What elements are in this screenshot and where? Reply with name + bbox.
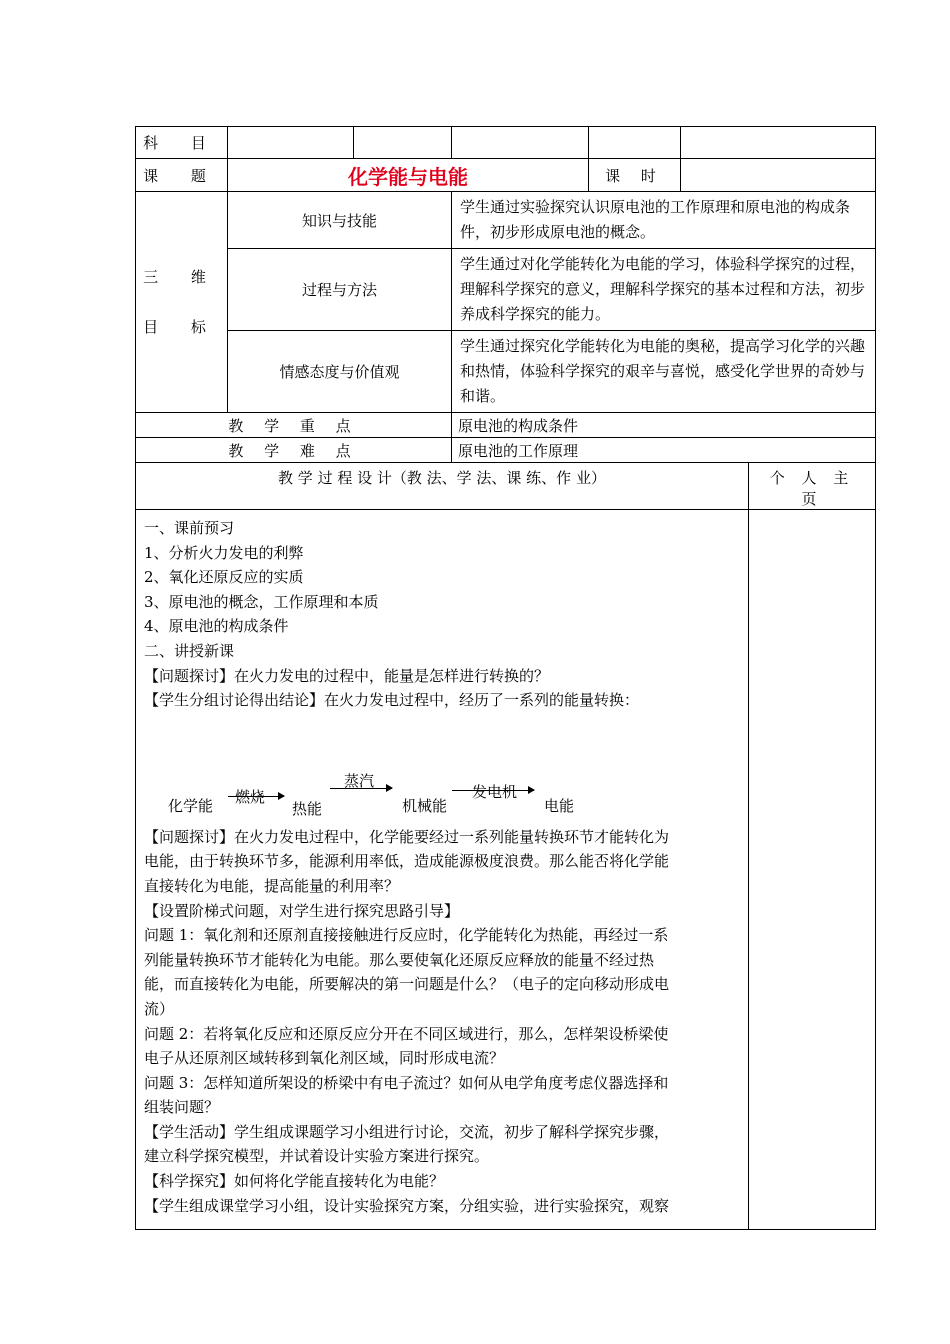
process-line: 【问题探讨】在火力发电过程中，化学能要经过一系列能量转换环节才能转化为 [144,827,670,846]
difficulty-label: 教 学 难 点 [136,438,452,463]
diagram-electric-energy: 电能 [544,796,575,815]
arrow-generator [452,790,534,791]
process-line: 1、分析火力发电的利弊 [144,543,304,562]
process-line: 直接转化为电能，提高能量的利用率？ [144,876,400,895]
process-line: 电子从还原剂区域转移到氧化剂区域，同时形成电流？ [144,1049,505,1068]
goal-text-3: 学生通过探究化学能转化为电能的奥秘，提高学习化学的兴趣和热情，体验科学探究的艰辛与喜悦，感受化学世界的奇妙与和谐。 [452,331,876,413]
process-body-row [136,510,876,1230]
personal-header: 个 人 主 页 [749,463,876,510]
process-lines-bottom [144,825,740,1219]
process-line: 二、讲授新课 [144,641,235,660]
key-point-row [136,413,876,438]
topic-label: 课 题 [136,159,228,192]
process-body [136,510,749,1230]
subject-value-5 [681,127,876,159]
energy-conversion-diagram [144,713,740,823]
goals-label-2: 目 标 [143,318,220,336]
goal-name-1: 知识与技能 [228,192,452,249]
goal-row-2 [136,249,876,331]
subject-value-1 [228,127,354,159]
key-point-text: 原电池的构成条件 [452,413,876,438]
arrow-steam [330,788,392,789]
process-line: 能，而直接转化为电能，所要解决的第一问题是什么？（电子的定向移动形成电 [144,975,670,994]
arrow-burn [228,796,284,797]
goal-name-3: 情感态度与价值观 [228,331,452,413]
goals-label-cell [136,192,228,413]
subject-label: 科 目 [136,127,228,159]
process-line: 一、课前预习 [144,519,235,537]
process-lines-top [144,516,740,713]
process-line: 【科学探究】如何将化学能直接转化为电能？ [144,1172,445,1191]
diagram-heat-energy: 热能 [292,799,323,818]
goal-text-2: 学生通过对化学能转化为电能的学习，体验科学探究的过程，理解科学探究的意义，理解科学探究的基本过程和方法，初步养成科学探究的能力。 [452,249,876,331]
process-header: 教 学 过 程 设 计（教 法、学 法、课 练、作 业） [136,463,749,510]
process-line: 流） [144,999,175,1018]
goal-name-2: 过程与方法 [228,249,452,331]
difficulty-text: 原电池的工作原理 [452,438,876,463]
subject-row [136,127,876,159]
process-line: 【学生组成课堂学习小组，设计实验探究方案，分组实验，进行实验探究，观察 [144,1196,670,1215]
key-point-label: 教 学 重 点 [136,413,452,438]
goal-row-1 [136,192,876,249]
process-line: 【学生活动】学生组成课题学习小组进行讨论，交流，初步了解科学探究步骤， [144,1122,670,1141]
process-line: 【问题探讨】在火力发电的过程中，能量是怎样进行转换的？ [144,666,550,685]
process-header-row [136,463,876,510]
period-value [681,159,876,192]
diagram-steam-label: 蒸汽 [344,771,375,790]
process-line: 3、原电池的概念，工作原理和本质 [144,592,379,611]
goal-row-3 [136,331,876,413]
subject-value-4 [589,127,681,159]
process-line: 组装问题？ [144,1098,220,1117]
diagram-burn-label: 燃烧 [235,787,266,806]
diagram-mechanical-energy: 机械能 [402,796,448,815]
process-line: 【设置阶梯式问题，对学生进行探究思路引导】 [144,901,460,920]
goals-label-1: 三 维 [143,268,220,286]
process-line: 【学生分组讨论得出结论】在火力发电过程中，经历了一系列的能量转换： [144,691,640,710]
diagram-generator-label: 发电机 [472,782,518,801]
process-line: 建立科学探究模型，并试着设计实验方案进行探究。 [144,1147,490,1166]
process-line: 问题 1：氧化剂和还原剂直接接触进行反应时，化学能转化为热能，再经过一系 [144,926,669,945]
subject-value-2 [354,127,452,159]
period-label: 课 时 [589,159,681,192]
goal-text-1: 学生通过实验探究认识原电池的工作原理和原电池的构成条件，初步形成原电池的概念。 [452,192,876,249]
personal-notes-cell [749,510,876,1230]
process-line: 问题 3：怎样知道所架设的桥梁中有电子流过？如何从电学角度考虑仪器选择和 [144,1073,669,1092]
diagram-chemical-energy: 化学能 [168,796,214,815]
topic-title: 化学能与电能 [228,159,589,192]
lesson-plan-table [135,126,876,1230]
topic-row [136,159,876,192]
process-line: 问题 2：若将氧化反应和还原反应分开在不同区域进行，那么，怎样架设桥梁使 [144,1024,669,1043]
difficulty-row [136,438,876,463]
process-line: 2、氧化还原反应的实质 [144,568,304,587]
subject-value-3 [452,127,589,159]
process-line: 4、原电池的构成条件 [144,617,289,636]
process-line: 列能量转换环节才能转化为电能。那么要使氧化还原反应释放的能量不经过热 [144,950,655,969]
process-line: 电能，由于转换环节多，能源利用率低，造成能源极度浪费。那么能否将化学能 [144,852,670,871]
